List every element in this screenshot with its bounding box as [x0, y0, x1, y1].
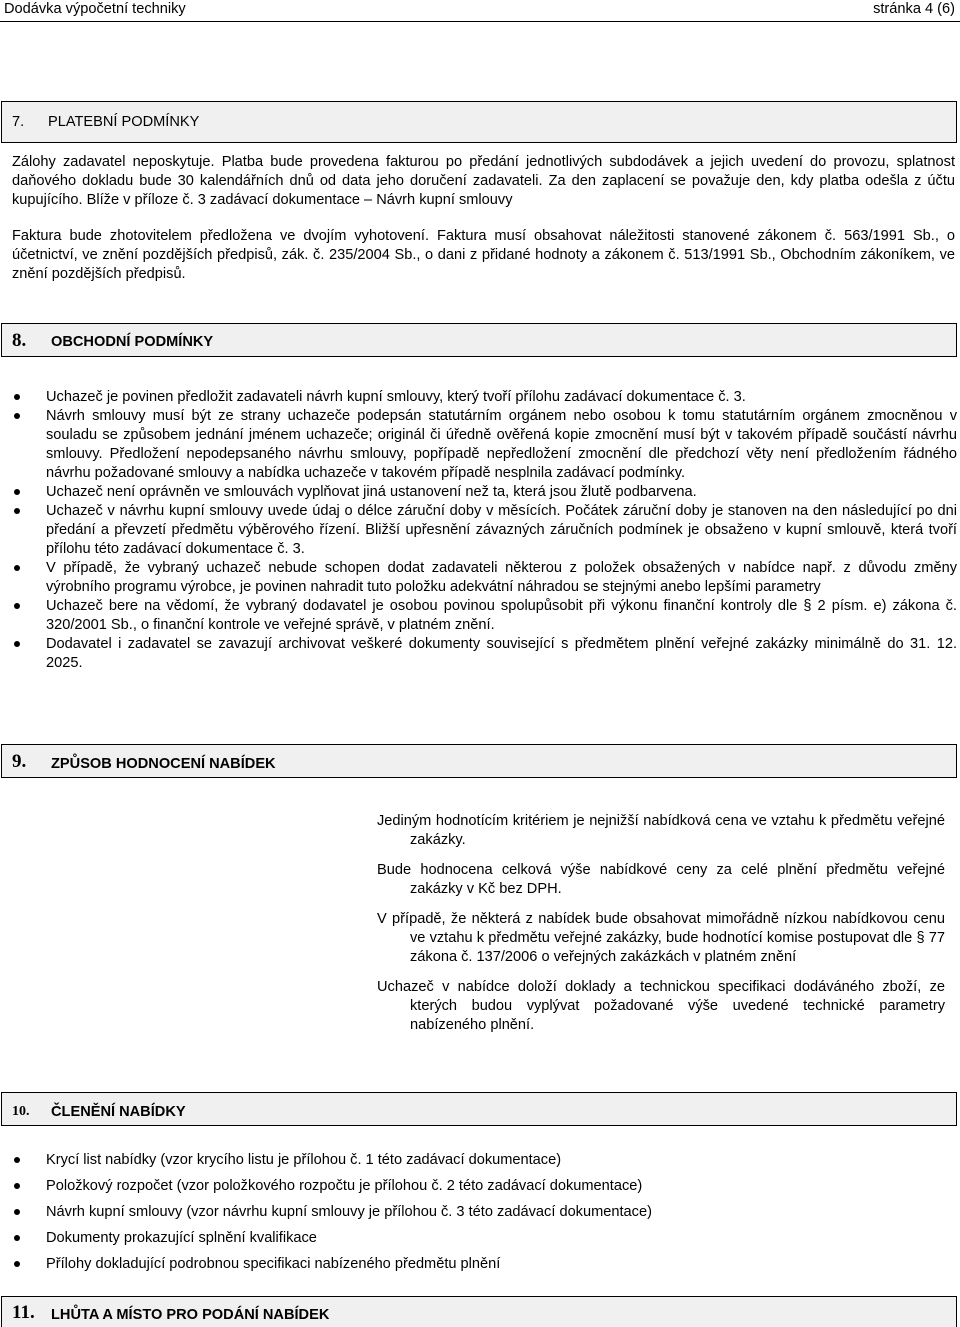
page-header — [0, 0, 960, 22]
offer-structure-list — [0, 1151, 957, 1274]
section-7-heading — [1, 101, 957, 143]
criterion-item: Uchazeč v nabídce doloží doklady a technickou specifikaci dodáváného zboží, ze kterých budou vyplývat požadované výše uvedené technické parametry nabízeného plnění. — [377, 979, 945, 1033]
section-8-heading — [1, 323, 957, 357]
list-item: Uchazeč je povinen předložit zadavateli návrh kupní smlouvy, který tvoří přílohu zadávací dokumentace č. 3. — [0, 388, 957, 407]
bullet-icon — [14, 413, 20, 419]
evaluation-criteria — [377, 812, 945, 1046]
bullet-icon — [14, 565, 20, 571]
list-item: Uchazeč bere na vědomí, že vybraný dodavatel je osobou povinou spolupůsobit při výkonu finanční kontroly dle § 2 písm. e) zákona č. 320/2001 Sb., o finanční kontrole ve veřejné správě, v platném znění. — [0, 597, 957, 635]
page-number: stránka 4 (6) — [873, 1, 955, 17]
section-number: 9. — [12, 751, 27, 772]
section-number: 11. — [12, 1302, 35, 1323]
criterion-item: Bude hodnocena celková výše nabídkové ceny za celé plnění předmětu veřejné zakázky v Kč bez DPH. — [377, 862, 945, 897]
list-item: Dodavatel i zadavatel se zavazují archivovat veškeré dokumenty související s předmětem plnění veřejné zakázky minimálně do 31. 12. 2025. — [0, 635, 957, 673]
section-title: ČLENĚNÍ NABÍDKY — [51, 1104, 186, 1120]
bullet-icon — [14, 1183, 20, 1189]
list-item: Uchazeč není oprávněn ve smlouvách vyplňovat jiná ustanovení než ta, která jsou žlutě podbarvena. — [0, 483, 957, 502]
document-title: Dodávka výpočetní techniky — [4, 1, 186, 17]
section-number: 7. — [12, 114, 25, 130]
bullet-icon — [14, 489, 20, 495]
business-terms-list — [0, 388, 957, 673]
list-item: Návrh smlouvy musí být ze strany uchazeče podepsán statutárním orgánem nebo osobou k tomu statutárním orgánem zmocněnou v souladu se způsobem jednání jménem uchazeče; originál či úředně ověřená kopie zmocnění musí být v takovém případě součástí návrhu smlouvy. Předložení nepodepsaného návrhu smlouvy, popřípadě nepředložení zmocnění dle předchozí věty není předložením řádného návrhu požadované smlouvy a nabídka uchazeče v takovém případě nesplnila zadávací podmínky. — [0, 407, 957, 483]
list-item: V případě, že vybraný uchazeč nebude schopen dodat zadavateli některou z položek obsažených v nabídce např. z důvodu změny výrobního programu výrobce, je povinen nahradit tuto položku adekvátní náhradou se stejnými anebo lepšími parametry — [0, 559, 957, 597]
bullet-icon — [14, 641, 20, 647]
bullet-icon — [14, 508, 20, 514]
section-number: 8. — [12, 330, 27, 351]
bullet-icon — [14, 1261, 20, 1267]
list-item: Položkový rozpočet (vzor položkového rozpočtu je přílohou č. 2 této zadávací dokumentace) — [0, 1177, 957, 1196]
bullet-icon — [14, 1209, 20, 1215]
section-number: 10. — [12, 1104, 30, 1119]
section-9-heading — [1, 744, 957, 778]
list-item: Přílohy dokladující podrobnou specifikaci nabízeného předmětu plnění — [0, 1255, 957, 1274]
section-10-heading — [1, 1092, 957, 1126]
bullet-icon — [14, 394, 20, 400]
list-item: Krycí list nabídky (vzor krycího listu je přílohou č. 1 této zadávací dokumentace) — [0, 1151, 957, 1170]
list-item: Návrh kupní smlouvy (vzor návrhu kupní smlouvy je přílohou č. 3 této zadávací dokumentace) — [0, 1203, 957, 1222]
criterion-item: V případě, že některá z nabídek bude obsahovat mimořádně nízkou nabídkovou cenu ve vztahu k předmětu veřejné zakázky, bude hodnotící komise postupovat dle § 77 zákona č. 137/2006 o veřejných zakázkách v platném znění — [377, 911, 945, 965]
list-item: Uchazeč v návrhu kupní smlouvy uvede údaj o délce záruční doby v měsících. Počátek záruční doby je stanoven na den následující po dni předání a převzetí předmětu výběrového řízení. Bližší upřesnění závazných záručních podmínek je obsaženo v kupní smlouvě, která tvoří přílohu této zadávací dokumentace č. 3. — [0, 502, 957, 559]
criterion-item: Jediným hodnotícím kritériem je nejnižší nabídková cena ve vztahu k předmětu veřejné zakázky. — [377, 813, 945, 848]
invoice-paragraph: Faktura bude zhotovitelem předložena ve dvojím vyhotovení. Faktura musí obsahovat náležitosti stanovené zákonem č. 563/1991 Sb., o účetnictví, ve znění pozdějších předpisů, zák. č. 235/2004 Sb., o dani z přidané hodnoty a zákonem č. 513/1991 Sb., Obchodním zákoníkem, ve znění pozdějších předpisů. — [12, 228, 955, 282]
section-11-heading — [1, 1296, 957, 1327]
section-title: ZPŮSOB HODNOCENÍ NABÍDEK — [51, 756, 276, 772]
section-title: OBCHODNÍ PODMÍNKY — [51, 334, 214, 350]
list-item: Dokumenty prokazující splnění kvalifikace — [0, 1229, 957, 1248]
bullet-icon — [14, 1157, 20, 1163]
bullet-icon — [14, 603, 20, 609]
section-title: PLATEBNÍ PODMÍNKY — [48, 114, 200, 130]
bullet-icon — [14, 1235, 20, 1241]
payment-terms-paragraph: Zálohy zadavatel neposkytuje. Platba bude provedena fakturou po předání jednotlivých subdodávek a jejich uvedení do provozu, splatnost daňového dokladu bude 30 kalendářních dnů od data jeho doručení zadavateli. Za den zaplacení se považuje den, kdy platba odešla z účtu kupujícího. Blíže v příloze č. 3 zadávací dokumentace – Návrh kupní smlouvy — [12, 154, 955, 208]
section-title: LHŮTA A MÍSTO PRO PODÁNÍ NABÍDEK — [51, 1307, 330, 1323]
